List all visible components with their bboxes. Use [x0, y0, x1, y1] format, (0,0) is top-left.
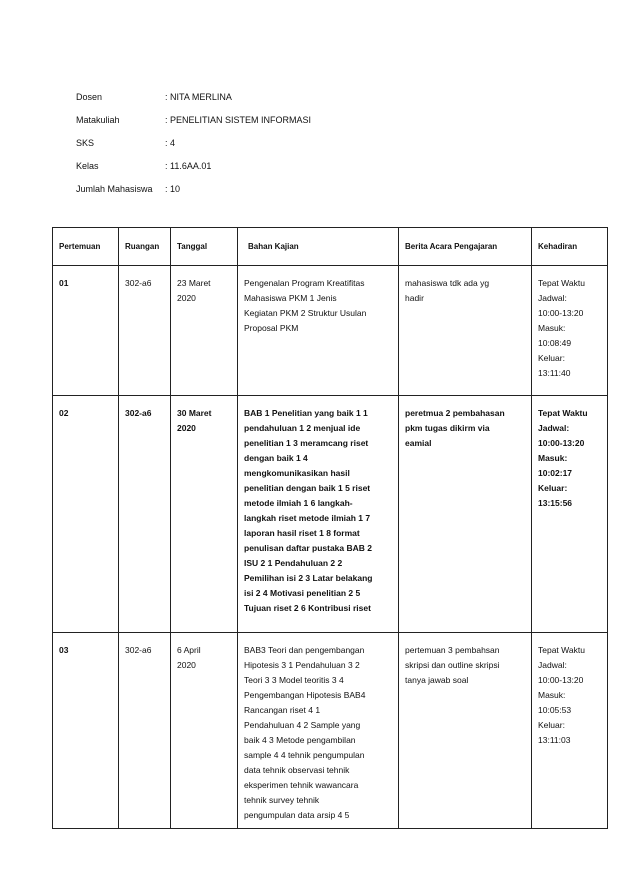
kehadiran-line: 13:15:56: [538, 498, 573, 508]
cell-pertemuan: [53, 266, 119, 396]
table-row: [53, 266, 608, 396]
tanggal-line: 6 April: [177, 645, 201, 655]
table-row: [53, 396, 608, 633]
bahan-line: isi 2 4 Motivasi penelitian 2 5: [244, 588, 361, 598]
tanggal-line: 30 Maret: [177, 408, 212, 418]
cell-kehadiran: [532, 396, 608, 633]
berita-line: mahasiswa tdk ada yg: [405, 278, 490, 288]
bahan-line: penulisan daftar pustaka BAB 2: [244, 543, 373, 553]
bahan-line: langkah riset metode ilmiah 1 7: [244, 513, 371, 523]
bahan-line: baik 4 3 Metode pengambilan: [244, 735, 356, 745]
kehadiran-line: 13:11:03: [538, 735, 571, 745]
kehadiran-line: Jadwal:: [538, 423, 570, 433]
kehadiran-line: Tepat Waktu: [538, 278, 585, 288]
bahan-line: pengumpulan data arsip 4 5: [244, 810, 350, 820]
cell-berita: [399, 633, 532, 829]
bahan-line: Tujuan riset 2 6 Kontribusi riset: [244, 603, 371, 613]
kehadiran-line: Masuk:: [538, 690, 566, 700]
bahan-line: Proposal PKM: [244, 323, 299, 333]
cell-bahan: [238, 633, 399, 829]
kehadiran-line: Masuk:: [538, 323, 566, 333]
kehadiran-line: 10:08:49: [538, 338, 572, 348]
kelas-value: : 11.6AA.01: [165, 161, 212, 171]
bahan-line: Rancangan riset 4 1: [244, 705, 321, 715]
cell-berita: [399, 266, 532, 396]
bahan-line: Pendahuluan 4 2 Sample yang: [244, 720, 361, 730]
cell-kehadiran: [532, 266, 608, 396]
bahan-line: Hipotesis 3 1 Pendahuluan 3 2: [244, 660, 360, 670]
dosen-label: Dosen: [76, 92, 103, 102]
column-header: Bahan Kajian: [238, 228, 399, 266]
cell-tanggal: [171, 633, 238, 829]
bahan-line: Mahasiswa PKM 1 Jenis: [244, 293, 337, 303]
cell-pertemuan: [53, 633, 119, 829]
matakuliah-value: : PENELITIAN SISTEM INFORMASI: [165, 115, 312, 125]
kehadiran-line: 10:00-13:20: [538, 438, 585, 448]
bahan-line: laporan hasil riset 1 8 format: [244, 528, 360, 538]
bahan-line: ISU 2 1 Pendahuluan 2 2: [244, 558, 343, 568]
pertemuan-value: 01: [59, 278, 69, 288]
kehadiran-line: 10:02:17: [538, 468, 573, 478]
bahan-line: pendahuluan 1 2 menjual ide: [244, 423, 361, 433]
cell-pertemuan: [53, 396, 119, 633]
bahan-line: sample 4 4 tehnik pengumpulan: [244, 750, 365, 760]
bahan-line: Pemilihan isi 2 3 Latar belakang: [244, 573, 373, 583]
bahan-line: mengkomunikasikan hasil: [244, 468, 350, 478]
tanggal-line: 2020: [177, 293, 196, 303]
bahan-line: tehnik survey tehnik: [244, 795, 320, 805]
bahan-line: penelitian 1 3 meramcang riset: [244, 438, 369, 448]
cell-kehadiran: [532, 633, 608, 829]
pertemuan-value: 03: [59, 645, 69, 655]
column-header: Kehadiran: [532, 228, 608, 266]
kehadiran-line: Jadwal:: [538, 293, 567, 303]
berita-line: peretmua 2 pembahasan: [405, 408, 505, 418]
kehadiran-line: 13:11:40: [538, 368, 571, 378]
bahan-line: metode ilmiah 1 6 langkah-: [244, 498, 353, 508]
cell-ruangan: [119, 633, 171, 829]
column-header: Pertemuan: [53, 228, 119, 266]
kehadiran-line: 10:05:53: [538, 705, 572, 715]
ruangan-value: 302-a6: [125, 278, 152, 288]
berita-line: pkm tugas dikirm via: [405, 423, 490, 433]
kehadiran-line: Tepat Waktu: [538, 645, 585, 655]
tanggal-line: 2020: [177, 423, 196, 433]
sks-value: : 4: [165, 138, 176, 148]
ruangan-value: 302-a6: [125, 408, 152, 418]
kehadiran-line: Jadwal:: [538, 660, 567, 670]
kehadiran-line: Masuk:: [538, 453, 568, 463]
column-header: Tanggal: [171, 228, 238, 266]
kehadiran-line: Tepat Waktu: [538, 408, 588, 418]
table-body: [53, 266, 608, 829]
kehadiran-line: 10:00-13:20: [538, 308, 584, 318]
berita-line: eamial: [405, 438, 432, 448]
table-header-row: [53, 228, 608, 266]
bahan-line: penelitian dengan baik 1 5 riset: [244, 483, 371, 493]
jumlah-label: Jumlah Mahasiswa: [76, 184, 153, 194]
berita-line: skripsi dan outline skripsi: [405, 660, 500, 670]
tanggal-line: 23 Maret: [177, 278, 211, 288]
matakuliah-label: Matakuliah: [76, 115, 120, 125]
ruangan-value: 302-a6: [125, 645, 152, 655]
bahan-line: dengan baik 1 4: [244, 453, 308, 463]
cell-berita: [399, 396, 532, 633]
sks-label: SKS: [76, 138, 95, 148]
cell-tanggal: [171, 266, 238, 396]
attendance-table: [52, 227, 608, 829]
cell-bahan: [238, 396, 399, 633]
bahan-line: Pengembangan Hipotesis BAB4: [244, 690, 366, 700]
table-row: [53, 633, 608, 829]
kehadiran-line: Keluar:: [538, 720, 565, 730]
jumlah-value: : 10: [165, 184, 181, 194]
kelas-label: Kelas: [76, 161, 99, 171]
cell-ruangan: [119, 396, 171, 633]
bahan-line: BAB 1 Penelitian yang baik 1 1: [244, 408, 368, 418]
berita-line: tanya jawab soal: [405, 675, 469, 685]
bahan-line: Pengenalan Program Kreatifitas: [244, 278, 365, 288]
bahan-line: Kegiatan PKM 2 Struktur Usulan: [244, 308, 367, 318]
kehadiran-line: Keluar:: [538, 353, 565, 363]
berita-line: hadir: [405, 293, 424, 303]
pertemuan-value: 02: [59, 408, 69, 418]
bahan-line: Teori 3 3 Model teoritis 3 4: [244, 675, 344, 685]
bahan-line: eksperimen tehnik wawancara: [244, 780, 359, 790]
dosen-value: : NITA MERLINA: [165, 92, 232, 102]
bahan-line: data tehnik observasi tehnik: [244, 765, 350, 775]
cell-tanggal: [171, 396, 238, 633]
berita-line: pertemuan 3 pembahsan: [405, 645, 500, 655]
cell-bahan: [238, 266, 399, 396]
kehadiran-line: 10:00-13:20: [538, 675, 584, 685]
bahan-line: BAB3 Teori dan pengembangan: [244, 645, 365, 655]
cell-ruangan: [119, 266, 171, 396]
column-header: Ruangan: [119, 228, 171, 266]
column-header: Berita Acara Pengajaran: [399, 228, 532, 266]
kehadiran-line: Keluar:: [538, 483, 568, 493]
tanggal-line: 2020: [177, 660, 196, 670]
